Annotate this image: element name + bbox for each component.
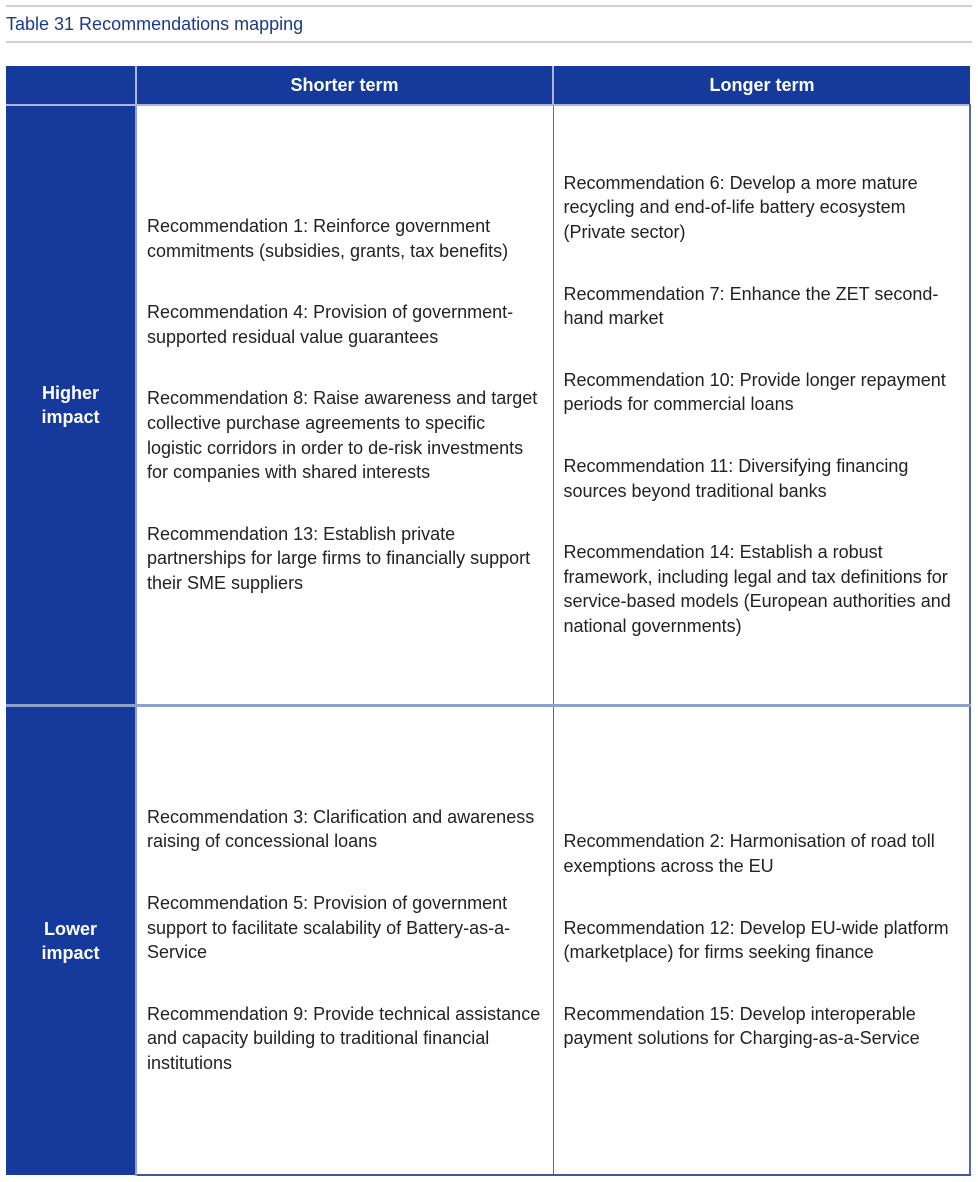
row-label-line: impact (41, 406, 100, 427)
recommendation-item: Recommendation 12: Develop EU-wide platform (marketplace) for firms seeking finance (563, 917, 949, 963)
header-longer-term: Longer term (553, 66, 970, 105)
caption-top-rule (6, 5, 972, 7)
row-label-line: Lower (43, 918, 97, 939)
recommendation-item: Recommendation 6: Develop a more mature recycling and end-of-life battery ecosystem (Private sector) (563, 172, 918, 243)
table-caption: Table 31 Recommendations mapping (6, 14, 304, 34)
row-lower-impact (6, 705, 970, 1175)
header-row (6, 66, 970, 105)
recommendation-item: Recommendation 8: Raise awareness and target collective purchase agreements to specific logistic corridors in order to de-risk investments for companies with shared interests (147, 388, 538, 483)
recommendation-item: Recommendation 10: Provide longer repayment periods for commercial loans (563, 369, 946, 415)
header-shorter-term: Shorter term (136, 66, 553, 105)
recommendation-item: Recommendation 9: Provide technical assistance and capacity building to traditional financial institutions (147, 1003, 541, 1074)
cell-lower-shorter (136, 705, 553, 1175)
recommendations-table (6, 66, 971, 1176)
cell-higher-shorter (136, 105, 553, 705)
row-label-line: Higher (41, 382, 99, 403)
cell-lower-longer (553, 705, 970, 1175)
recommendation-item: Recommendation 3: Clarification and awareness raising of concessional loans (147, 806, 535, 852)
cell-higher-longer (553, 105, 970, 705)
row-label-higher-impact (6, 105, 136, 705)
row-higher-impact (6, 105, 970, 705)
recommendation-item: Recommendation 5: Provision of government support to facilitate scalability of Battery-as-a-Service (147, 893, 511, 963)
recommendation-item: Recommendation 4: Provision of government-supported residual value guarantees (147, 302, 514, 347)
recommendation-item: Recommendation 1: Reinforce government commitments (subsidies, grants, tax benefits) (147, 215, 509, 261)
recommendation-item: Recommendation 2: Harmonisation of road toll exemptions across the EU (563, 831, 935, 877)
recommendation-item: Recommendation 15: Develop interoperable payment solutions for Charging-as-a-Service (563, 1003, 920, 1049)
row-label-lower-impact (6, 705, 136, 1175)
header-corner (6, 66, 136, 105)
recommendation-item: Recommendation 13: Establish private partnerships for large firms to financially support their SME suppliers (147, 523, 531, 593)
caption-bottom-rule (6, 41, 972, 43)
recommendation-item: Recommendation 14: Establish a robust framework, including legal and tax definitions for service-based models (European authorities and national governments) (563, 542, 951, 637)
row-label-line: impact (41, 942, 100, 963)
recommendation-item: Recommendation 7: Enhance the ZET second-hand market (563, 283, 939, 329)
recommendation-item: Recommendation 11: Diversifying financing sources beyond traditional banks (563, 456, 909, 501)
